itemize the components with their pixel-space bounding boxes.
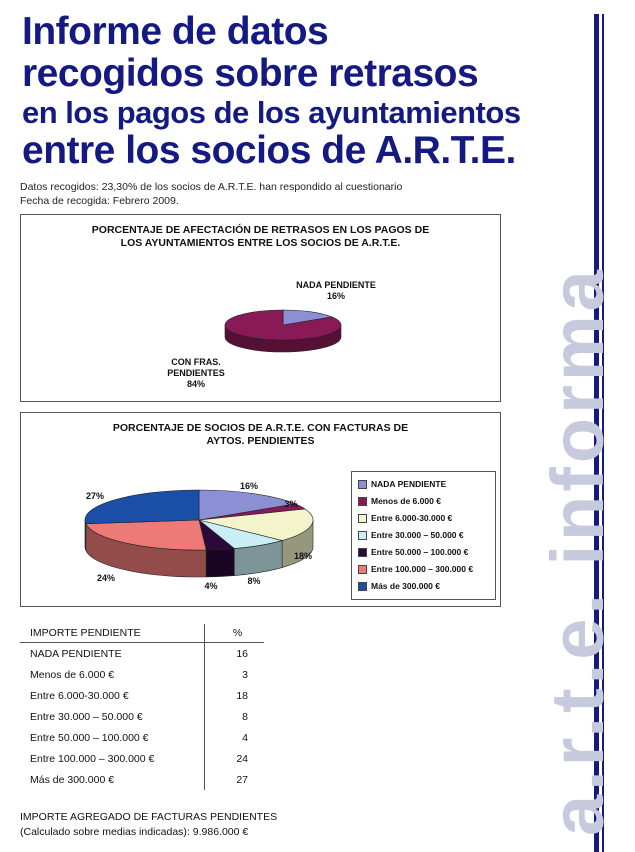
table-header-percent: %: [205, 624, 265, 643]
legend-swatch: [358, 548, 367, 557]
legend-label: Menos de 6.000 €: [371, 496, 441, 506]
table-cell-name: Entre 50.000 – 100.000 €: [30, 731, 149, 744]
table-row: [20, 706, 264, 727]
table-header-amount: IMPORTE PENDIENTE: [20, 624, 205, 643]
table-cell-name: Menos de 6.000 €: [30, 668, 115, 681]
legend-label: Entre 6.000-30.000 €: [371, 513, 453, 523]
legend-item: [358, 494, 441, 508]
title-line-2: recogidos sobre retrasos: [22, 52, 479, 95]
legend-item: [358, 511, 452, 525]
chart-affectation: [20, 214, 501, 402]
pie1-label-con-fras-pendientes: CON FRAS. PENDIENTES 84%: [167, 357, 225, 389]
legend-label: Entre 30.000 – 50.000 €: [371, 530, 464, 540]
table-cell-value: 8: [205, 706, 265, 727]
table-cell-value: 24: [205, 748, 265, 769]
pie2-value-label: 24%: [96, 573, 116, 583]
pie2-slice-side-4: [206, 549, 234, 577]
chart-affectation-title-line-1: PORCENTAJE DE AFECTACIÓN DE RETRASOS EN LOS PAGOS DE: [91, 224, 430, 236]
legend-swatch: [358, 514, 367, 523]
legend-label: Entre 50.000 – 100.000 €: [371, 547, 469, 557]
legend-label: Más de 300.000 €: [371, 581, 440, 591]
legend-item: [358, 528, 464, 542]
title-line-1: Informe de datos: [22, 10, 329, 53]
table-cell-name: Entre 100.000 – 300.000 €: [30, 752, 155, 765]
table-row: [20, 748, 264, 769]
table-row: [20, 643, 264, 665]
pending-amount-table: [20, 624, 264, 790]
watermark-text: a.r.t.e. informa: [536, 266, 619, 836]
legend-item: [358, 562, 473, 576]
table-cell-value: 16: [205, 643, 265, 665]
pie2-value-label: 8%: [247, 576, 261, 586]
table-cell-name: Entre 30.000 – 50.000 €: [30, 710, 143, 723]
table-row: [20, 685, 264, 706]
legend-swatch: [358, 480, 367, 489]
survey-meta: [20, 180, 402, 208]
pie2-value-label: 18%: [293, 551, 313, 561]
title-line-3: en los pagos de los ayuntamientos: [22, 95, 521, 130]
chart-pending-invoices: [20, 412, 501, 607]
legend-label: Entre 100.000 – 300.000 €: [371, 564, 474, 574]
survey-date: Fecha de recogida: Febrero 2009.: [20, 195, 179, 207]
legend-swatch: [358, 565, 367, 574]
aggregate-summary: [20, 810, 277, 840]
legend-item: [358, 477, 446, 491]
table-cell-name: NADA PENDIENTE: [30, 647, 122, 660]
aggregate-value: (Calculado sobre medias indicadas): 9.986.000 €: [20, 826, 249, 838]
chart-pending-title-line-1: PORCENTAJE DE SOCIOS DE A.R.T.E. CON FACTURAS DE: [112, 422, 409, 434]
legend-item: [358, 545, 468, 559]
table-row: [20, 769, 264, 790]
page-title: [22, 12, 592, 170]
pie1-label-nada-pendiente: NADA PENDIENTE 16%: [296, 280, 376, 301]
table-cell-name: Entre 6.000-30.000 €: [30, 689, 129, 702]
table-row: [20, 727, 264, 748]
table-row: [20, 664, 264, 685]
survey-response-rate: Datos recogidos: 23,30% de los socios de A.R.T.E. han respondido al cuestionario: [20, 181, 403, 193]
title-line-4: entre los socios de A.R.T.E.: [22, 129, 516, 172]
pie2-value-label: 4%: [204, 581, 218, 591]
chart-legend: [351, 471, 496, 600]
legend-swatch: [358, 582, 367, 591]
aggregate-title: IMPORTE AGREGADO DE FACTURAS PENDIENTES: [20, 811, 278, 823]
table-cell-value: 4: [205, 727, 265, 748]
chart-pending-title-line-2: AYTOS. PENDIENTES: [206, 435, 315, 447]
pie2-value-label: 3%: [284, 499, 298, 509]
pie2-value-label: 16%: [239, 481, 259, 491]
pie-chart-affectation: [21, 215, 500, 401]
table-cell-value: 27: [205, 769, 265, 790]
table-cell-value: 3: [205, 664, 265, 685]
table-header-row: [20, 624, 264, 643]
chart-affectation-title-line-2: LOS AYUNTAMIENTOS ENTRE LOS SOCIOS DE A.R.T.E.: [120, 237, 401, 249]
table-cell-name: Más de 300.000 €: [30, 773, 115, 786]
pie2-value-label: 27%: [85, 491, 105, 501]
legend-label: NADA PENDIENTE: [371, 479, 447, 489]
table-cell-value: 18: [205, 685, 265, 706]
legend-item: [358, 579, 440, 593]
legend-swatch: [358, 531, 367, 540]
legend-swatch: [358, 497, 367, 506]
